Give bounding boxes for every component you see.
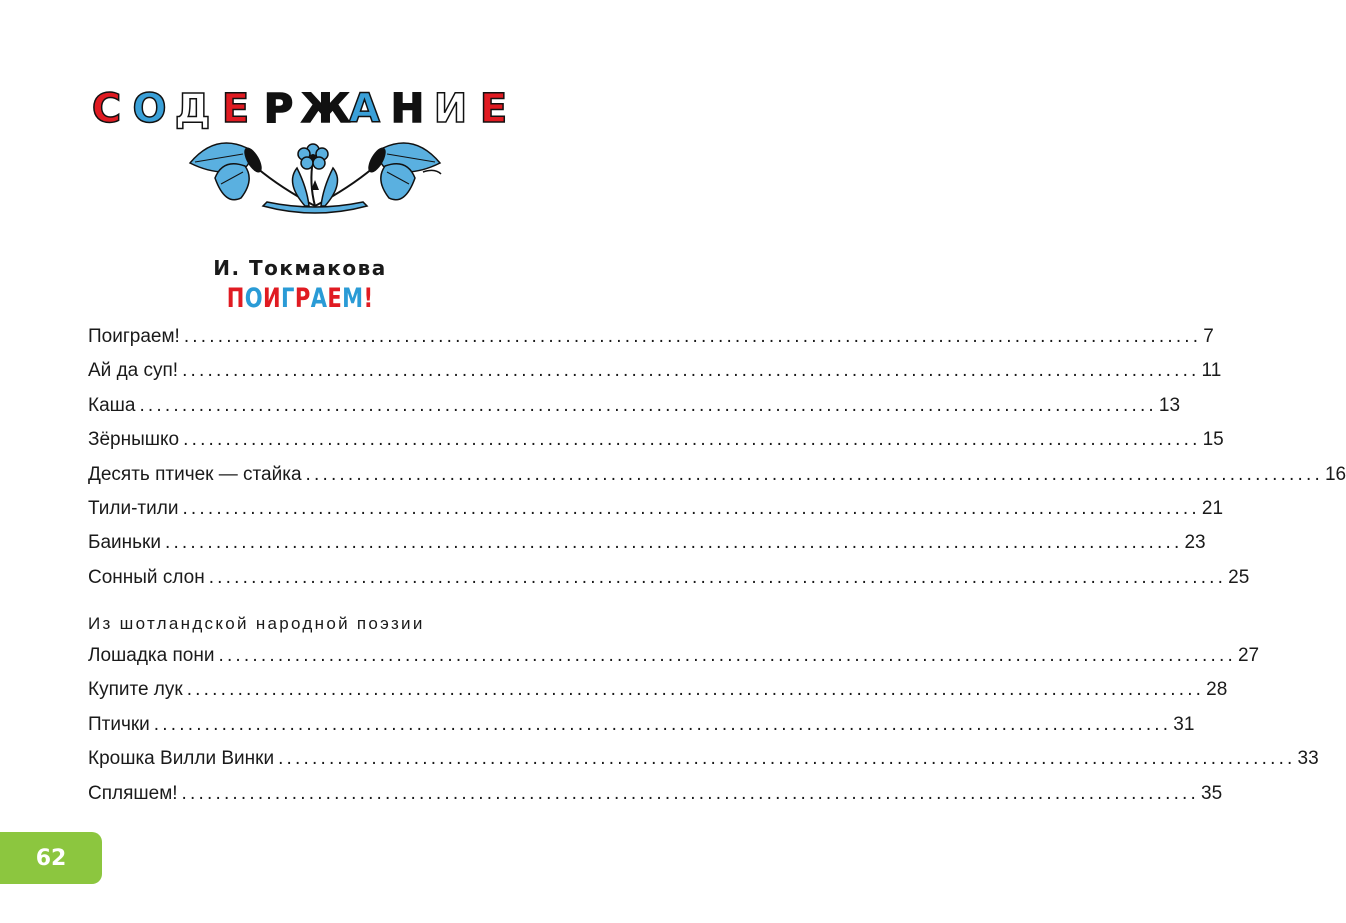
toc-entry [88, 326, 1214, 360]
toc-entry [88, 782, 1223, 817]
toc-dot-leader: ........................................................................................................................ [182, 497, 1200, 519]
toc-dot-leader: ........................................................................................................................ [305, 463, 1323, 485]
heading-letter: И [433, 86, 468, 132]
book-title-letter: Е [327, 283, 343, 314]
section-title: Из шотландской народной поэзии [88, 614, 425, 633]
toc-dot-leader: ........................................................................................................................ [208, 566, 1227, 588]
toc-entry-title: Сонный слон [88, 566, 205, 588]
toc-entry-title: Купите лук [88, 679, 183, 701]
book-title-letter: ! [363, 283, 374, 314]
toc-entry-title: Лошадка пони [88, 645, 215, 666]
toc-entry-page: 7 [1203, 326, 1214, 347]
toc-entry-title: Баиньки [88, 532, 161, 554]
toc-entry-page: 11 [1201, 360, 1222, 382]
toc-entry [88, 360, 1222, 394]
heading-letter: С [91, 86, 122, 132]
toc-dot-leader: ........................................................................................................................ [186, 679, 1205, 701]
toc-entry-page: 16 [1324, 463, 1346, 485]
heading-letter: Р [263, 86, 294, 132]
toc-entry-title: Зёрнышко [88, 429, 180, 451]
flower-ornament-icon [185, 128, 445, 218]
toc-entry [88, 566, 1250, 601]
toc-entry-page: 31 [1173, 713, 1195, 735]
toc-dot-leader: ........................................................................................................................ [218, 645, 1236, 666]
heading-letter: Н [390, 86, 425, 132]
toc-entry [88, 748, 1319, 782]
toc-entry-title: Птички [88, 713, 150, 735]
toc-dot-leader: ........................................................................................................................ [139, 394, 1157, 416]
toc-entry-page: 27 [1237, 645, 1260, 666]
page-number: 62 [35, 845, 67, 871]
toc-entry [88, 679, 1228, 713]
toc-entry-title: Поиграем! [88, 326, 180, 347]
toc-entry [88, 713, 1195, 748]
toc-entry-title: Спляшем! [88, 782, 178, 804]
author-name: И. Токмакова [213, 256, 387, 280]
book-title-letter: О [244, 283, 263, 314]
book-title-letter: М [342, 283, 364, 314]
heading-letter: Е [221, 86, 250, 132]
toc-entry-page: 35 [1201, 782, 1223, 804]
toc-entry-page: 25 [1228, 566, 1250, 588]
toc-entry-page: 15 [1202, 429, 1224, 451]
toc-entry [88, 429, 1224, 463]
heading-letter: Е [479, 86, 508, 132]
toc-dot-leader: ........................................................................................................................ [278, 748, 1296, 770]
toc-dot-leader: ........................................................................................................................ [183, 326, 1202, 347]
heading-letter: А [349, 86, 380, 132]
toc-dot-leader: ........................................................................................................................ [164, 532, 1183, 554]
book-title-letter: Р [294, 283, 311, 314]
toc-entry-page: 28 [1206, 679, 1228, 701]
toc-entry [88, 497, 1224, 532]
toc-entry [88, 645, 1260, 679]
page-number-tab [0, 832, 102, 884]
toc-entry-title: Десять птичек — стайка [88, 463, 302, 485]
toc-list-tokmakova [88, 326, 1346, 601]
heading-letter: Д [174, 86, 211, 132]
toc-entry [88, 532, 1206, 566]
toc-entry [88, 394, 1181, 429]
book-title [0, 283, 600, 314]
heading-letter: Ж [301, 86, 350, 132]
toc-entry-page: 33 [1297, 748, 1319, 770]
toc-dot-leader: ........................................................................................................................ [183, 429, 1201, 451]
toc-entry-title: Ай да суп! [88, 360, 179, 382]
toc-entry-page: 23 [1184, 532, 1206, 554]
heading-letter: О [132, 86, 167, 132]
toc-entry-page: 13 [1158, 394, 1181, 416]
toc-entry-page: 21 [1201, 497, 1224, 519]
book-title-letter: А [310, 283, 328, 314]
toc-dot-leader: ........................................................................................................................ [181, 782, 1200, 804]
book-title-letter: И [262, 283, 281, 314]
toc-dot-leader: ........................................................................................................................ [182, 360, 1200, 382]
book-title-letter: П [226, 283, 245, 314]
toc-list-scottish [88, 645, 1319, 817]
toc-entry-title: Тили-тили [88, 497, 179, 519]
toc-entry [88, 463, 1346, 498]
toc-entry-title: Крошка Вилли Винки [88, 748, 275, 770]
book-title-letter: Г [280, 283, 295, 314]
toc-entry-title: Каша [88, 394, 136, 416]
toc-dot-leader: ........................................................................................................................ [153, 713, 1172, 735]
